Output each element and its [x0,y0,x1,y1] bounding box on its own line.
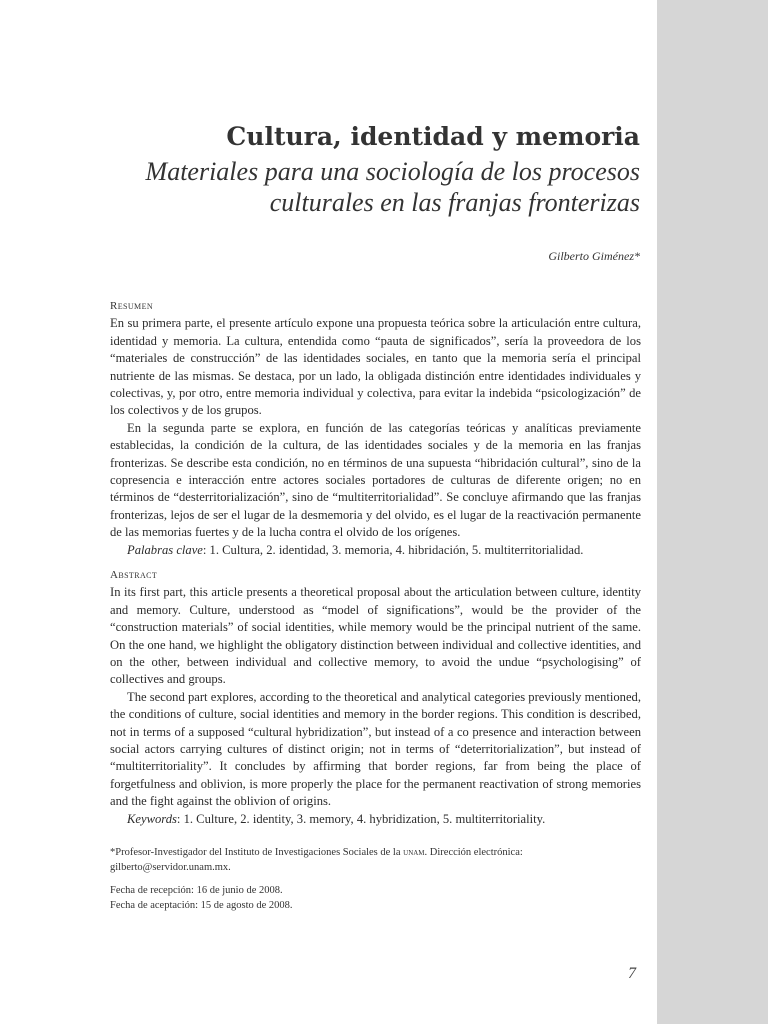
article-author: Gilberto Giménez* [548,249,640,263]
abstract-heading: Abstract [110,569,158,581]
resumen-section [110,298,641,559]
page-number: 7 [628,965,636,982]
author-email: gilberto@servidor.unam.mx. [110,861,231,873]
resumen-keywords-label: Palabras clave [127,542,203,557]
abstract-paragraph-1: In its first part, this article presents a theoretical proposal about the articulation between culture, identity and memory. Culture, understood as “model of significations”, would be the provider of the “construction materials” of social identities, while memory would be the principal nutrient of the same. On the one hand, we highlight the obligatory distinction between individual and collective identities, and on the other, between individual and collective memory, to avoid the undue “psychologising” of collectives and groups. [110,585,641,687]
abstract-keywords-label: Keywords [127,811,177,826]
resumen-heading: Resumen [110,300,154,312]
resumen-keywords [110,542,641,559]
resumen-keywords-list: : 1. Cultura, 2. identidad, 3. memoria, 4. hibridación, 5. multiterritorialidad. [202,542,584,557]
page-margin-band [657,0,768,1024]
article-subtitle [146,156,640,218]
author-affiliation [110,846,641,861]
subtitle-line-1: Materiales para una sociología de los procesos [145,157,640,186]
institution-acronym: unam [403,847,425,858]
received-date: Fecha de recepción: 16 de junio de 2008. [110,885,283,896]
subtitle-line-2: culturales en las franjas fronterizas [269,188,640,217]
resumen-paragraph-1: En su primera parte, el presente artículo expone una propuesta teórica sobre la articulación entre cultura, identidad y memoria. La cultura, entendida como “pauta de significados”, sería la proveedora de los “materiales de construcción” de las identidades sociales, en tanto que la memoria sería el principal nutriente de las mismas. Se destaca, por un lado, la obligada distinción entre identidades individuales y colectivas, y, por otro, entre memoria individual y colectiva, para evitar la indebida “psicologización” de los colectivos y de los grupos. [110,316,641,418]
accepted-date: Fecha de aceptación: 15 de agosto de 2008. [110,899,293,911]
author-footnote [110,846,641,875]
article-title: Cultura, identidad y memoria [226,122,640,151]
affiliation-prefix: *Profesor-Investigador del Instituto de Investigaciones Sociales de la [110,847,404,858]
abstract-paragraph-2: The second part explores, according to the theoretical and analytical categories previously mentioned, the conditions of culture, social identities and memory in the border regions. This condition is described, not in terms of a supposed “cultural hybridization”, but instead of a co presence and interaction between social actors carrying cultures of distinct origin; not in terms of “deterritorialization”, but instead of “multiterritoriality”. It concludes by affirming that border regions, far from being the place of forgetfulness and oblivion, is more properly the place for the permanent reactivation of strong memories and the fight against the oblivion of origins. [110,689,641,809]
affiliation-suffix: . Dirección electrónica: [424,847,523,858]
dates-footnote [110,884,641,913]
resumen-paragraph-2: En la segunda parte se explora, en función de las categorías teóricas y analíticas previamente establecidas, la condición de la cultura, de las identidades sociales y de la memoria en las franjas fronterizas. Se describe esta condición, no en términos de una supuesta “hibridación cultural”, sino de la copresencia e interacción entre actores sociales portadores de culturas de diferente origen; no en términos de “desterritorialización”, sino de “multiterritorialidad”. Se concluye afirmando que las franjas fronterizas, lejos de ser el lugar de la desmemoria y del olvido, es el lugar de la reactivación permanente de las memorias fuertes y de la lucha contra el olvido de los orígenes. [110,420,641,540]
abstract-keywords-list: : 1. Culture, 2. identity, 3. memory, 4. hybridization, 5. multiterritoriality. [176,811,546,826]
abstract-keywords [110,811,641,828]
abstract-section [110,567,641,828]
